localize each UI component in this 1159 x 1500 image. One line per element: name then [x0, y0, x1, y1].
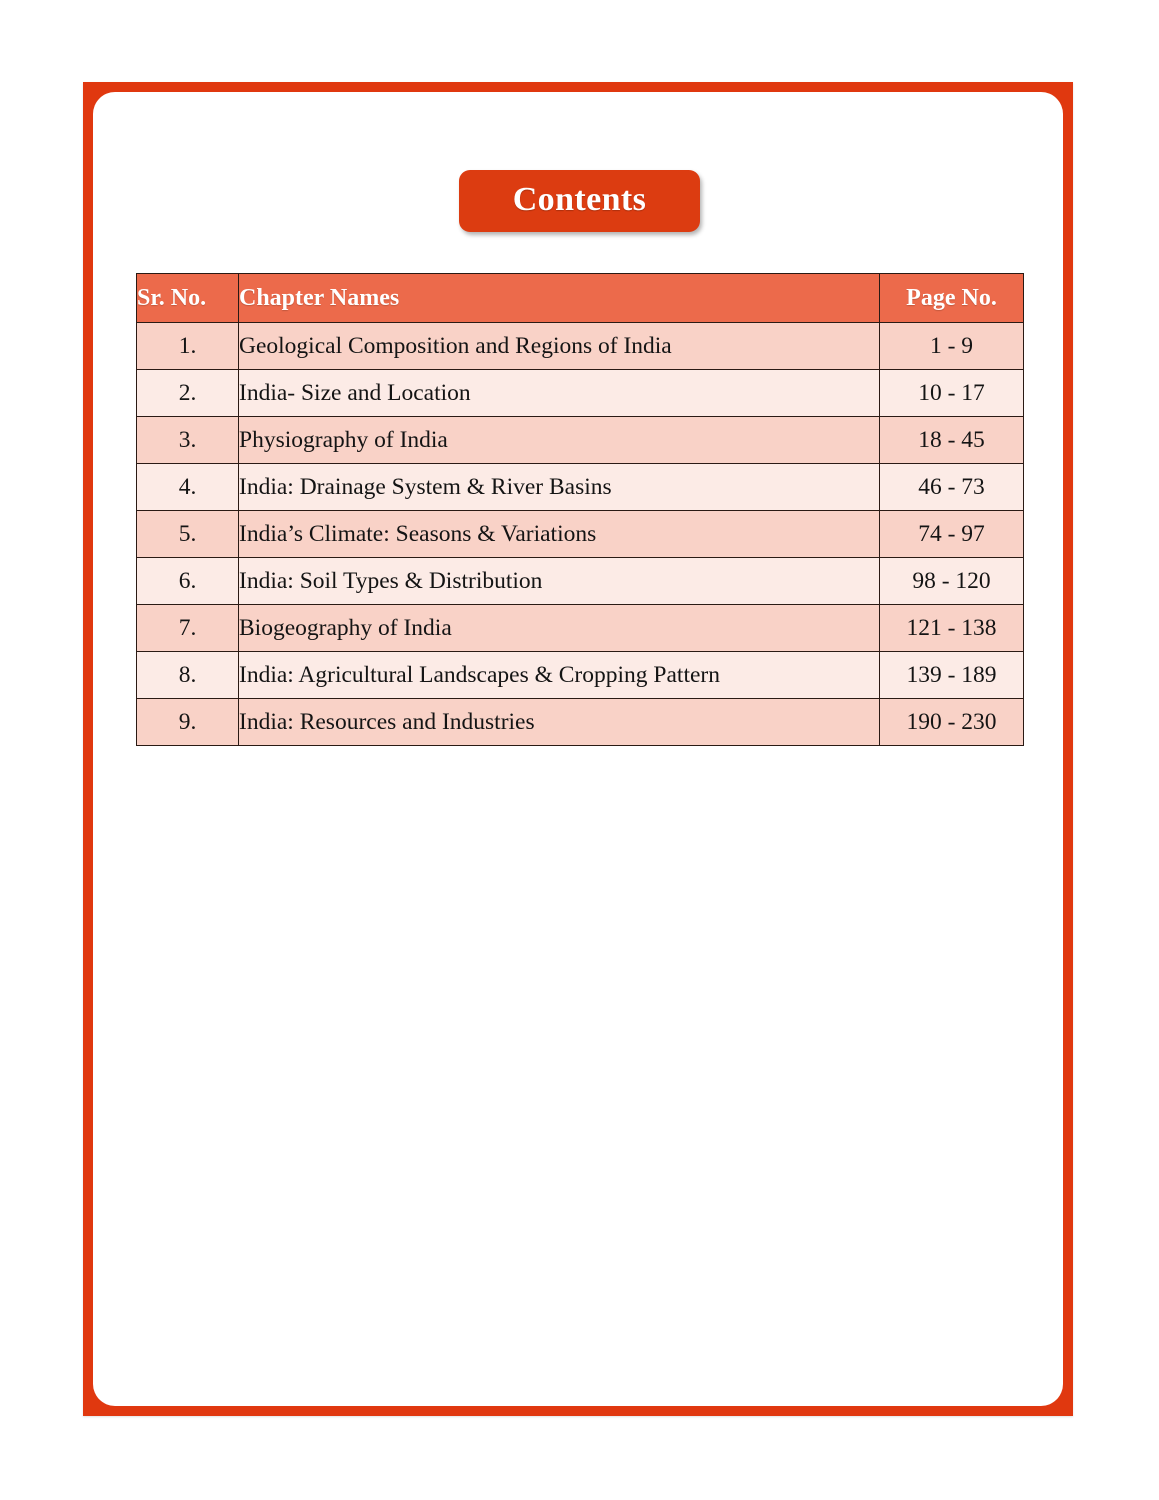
cell-sr-no: 4.	[137, 464, 239, 511]
cell-page-no: 98 - 120	[880, 558, 1024, 605]
cell-chapter-name: India- Size and Location	[239, 370, 880, 417]
cell-sr-no: 2.	[137, 370, 239, 417]
cell-chapter-name: India: Resources and Industries	[239, 699, 880, 746]
table-row[interactable]	[137, 652, 1024, 699]
cell-page-no: 18 - 45	[880, 417, 1024, 464]
column-header-chapter-names: Chapter Names	[239, 274, 880, 323]
table-body	[137, 323, 1024, 746]
column-header-page-no: Page No.	[880, 274, 1024, 323]
cell-page-no: 190 - 230	[880, 699, 1024, 746]
cell-chapter-name: India: Soil Types & Distribution	[239, 558, 880, 605]
cell-chapter-name: India: Drainage System & River Basins	[239, 464, 880, 511]
table-of-contents	[136, 273, 1024, 746]
table-row[interactable]	[137, 605, 1024, 652]
table-row[interactable]	[137, 417, 1024, 464]
table-header	[137, 274, 1024, 323]
table-row[interactable]	[137, 464, 1024, 511]
cell-chapter-name: Geological Composition and Regions of India	[239, 323, 880, 370]
column-header-sr-no: Sr. No.	[137, 274, 239, 323]
cell-sr-no: 3.	[137, 417, 239, 464]
table-row[interactable]	[137, 558, 1024, 605]
table-row[interactable]	[137, 323, 1024, 370]
cell-page-no: 121 - 138	[880, 605, 1024, 652]
cell-sr-no: 7.	[137, 605, 239, 652]
table-row[interactable]	[137, 511, 1024, 558]
cell-page-no: 74 - 97	[880, 511, 1024, 558]
cell-page-no: 139 - 189	[880, 652, 1024, 699]
cell-sr-no: 5.	[137, 511, 239, 558]
contents-title-badge: Contents	[459, 170, 701, 232]
cell-chapter-name: India’s Climate: Seasons & Variations	[239, 511, 880, 558]
cell-chapter-name: Physiography of India	[239, 417, 880, 464]
cell-page-no: 1 - 9	[880, 323, 1024, 370]
table-row[interactable]	[137, 370, 1024, 417]
cell-sr-no: 9.	[137, 699, 239, 746]
cell-page-no: 46 - 73	[880, 464, 1024, 511]
cell-sr-no: 1.	[137, 323, 239, 370]
table-header-row	[137, 274, 1024, 323]
cell-sr-no: 6.	[137, 558, 239, 605]
cell-page-no: 10 - 17	[880, 370, 1024, 417]
cell-chapter-name: Biogeography of India	[239, 605, 880, 652]
cell-chapter-name: India: Agricultural Landscapes & Cropping Pattern	[239, 652, 880, 699]
cell-sr-no: 8.	[137, 652, 239, 699]
table-row[interactable]	[137, 699, 1024, 746]
